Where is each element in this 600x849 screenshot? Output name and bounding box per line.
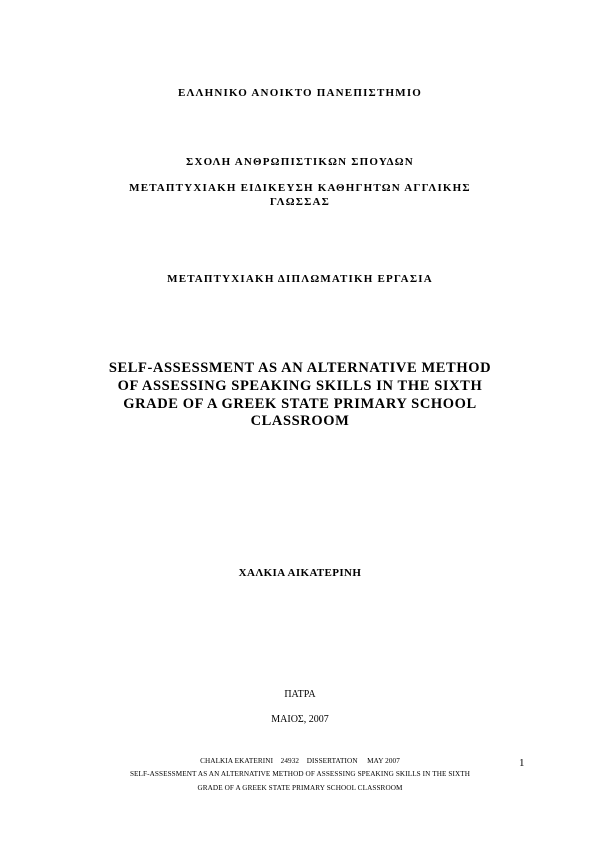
thesis-title-line-3: GRADE OF A GREEK STATE PRIMARY SCHOOL xyxy=(123,396,477,412)
thesis-title-line-4: CLASSROOM xyxy=(250,413,350,429)
specialization-line-1: ΜΕΤΑΠΤΥΧΙΑΚΗ ΕΙΔΙΚΕΥΣΗ ΚΑΘΗΓΗΤΩΝ ΑΓΓΛΙΚΗΣ xyxy=(129,182,471,194)
university-name: ΕΛΛΗΝΙΚΟ ΑΝΟΙΚΤΟ ΠΑΝΕΠΙΣΤΗΜΙΟ xyxy=(177,87,423,99)
page-number: 1 xyxy=(519,757,525,769)
thesis-type: ΜΕΤΑΠΤΥΧΙΑΚΗ ΔΙΠΛΩΜΑΤΙΚΗ ΕΡΓΑΣΙΑ xyxy=(167,273,433,285)
city: ΠΑΤΡΑ xyxy=(284,689,316,700)
footer-line-2: SELF-ASSESSMENT AS AN ALTERNATIVE METHOD OF ASSESSING SPEAKING SKILLS IN THE SIXTH xyxy=(129,770,471,778)
author-name: ΧΑΛΚΙΑ ΑΙΚΑΤΕΡΙΝΗ xyxy=(238,567,362,579)
thesis-title-line-1: SELF-ASSESSMENT AS AN ALTERNATIVE METHOD xyxy=(108,360,492,376)
footer-line-3: GRADE OF A GREEK STATE PRIMARY SCHOOL CLASSROOM xyxy=(197,784,403,792)
specialization-line-2: ΓΛΩΣΣΑΣ xyxy=(269,196,331,208)
footer-line-1: CHALKIA EKATERINI 24932 DISSERTATION MAY 2007 xyxy=(200,757,400,765)
school-name: ΣΧΟΛΗ ΑΝΘΡΩΠΙΣΤΙΚΩΝ ΣΠΟΥΔΩΝ xyxy=(186,156,414,168)
date: ΜΑΙΟΣ, 2007 xyxy=(271,714,329,725)
thesis-title-line-2: OF ASSESSING SPEAKING SKILLS IN THE SIXTH xyxy=(117,378,483,394)
